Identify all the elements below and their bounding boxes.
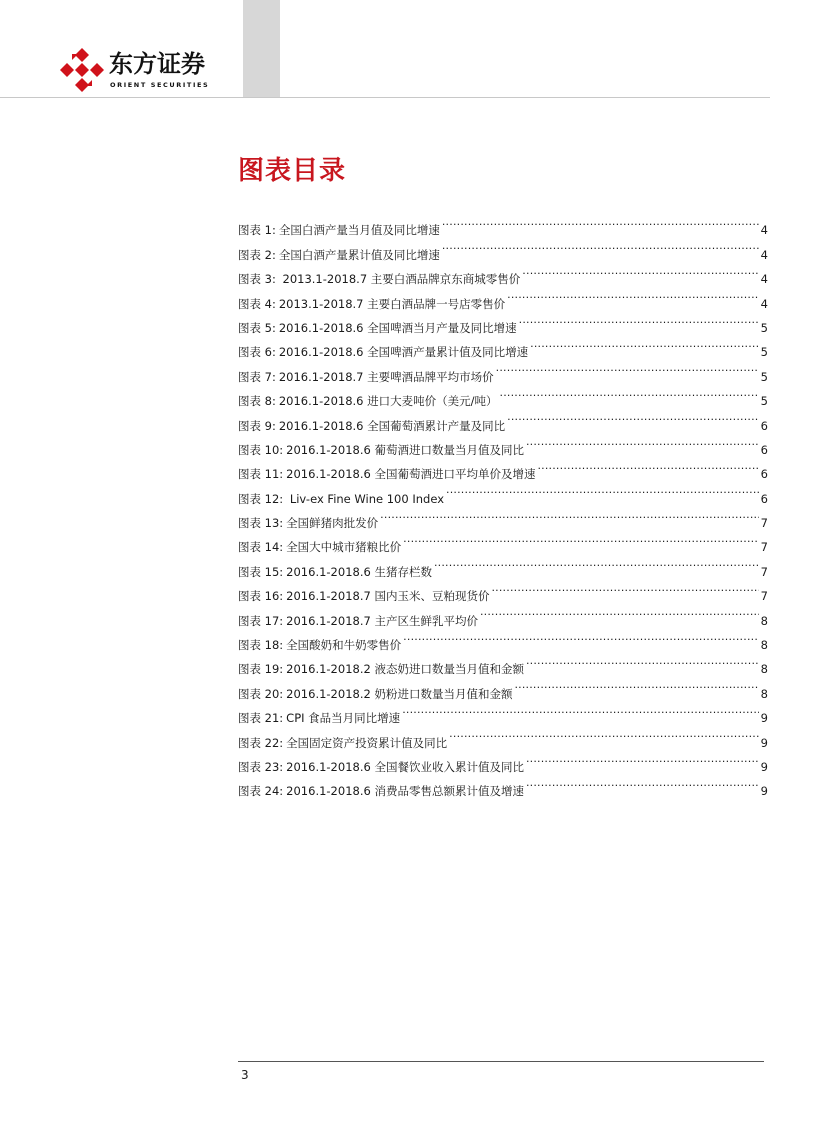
toc-leader-dots (480, 600, 759, 624)
toc-entry-page: 9 (760, 735, 768, 750)
toc-entry-page: 5 (760, 369, 768, 384)
toc-entry-title: 2016.1-2018.6 进口大麦吨价（美元/吨） (278, 394, 498, 409)
toc-entry-title: 2016.1-2018.7 国内玉米、豆粕现货价 (286, 589, 490, 604)
toc-leader-dots (434, 551, 759, 575)
page-number: 3 (241, 1068, 249, 1082)
toc-leader-dots (537, 454, 758, 478)
toc-entry-page: 9 (760, 759, 768, 774)
toc-entry-title: 2016.1-2018.6 全国啤酒产量累计值及同比增速 (278, 345, 529, 360)
toc-entry-title: 2016.1-2018.7 主要啤酒品牌平均市场价 (278, 369, 494, 384)
toc-entry-label: 图表 2: (238, 247, 276, 262)
toc-entry-page: 4 (760, 223, 768, 238)
toc-entry-page: 9 (760, 711, 768, 726)
toc-entry-title: 全国大中城市猪粮比价 (286, 540, 402, 555)
toc-entry-page: 4 (760, 247, 768, 262)
toc-entry-title: 2013.1-2018.7 主要白酒品牌京东商城零售价 (278, 272, 521, 287)
toc-leader-dots (507, 283, 759, 307)
page-title: 图表目录 (238, 156, 347, 186)
toc-entry-page: 8 (760, 686, 768, 701)
toc-entry-title: 2016.1-2018.6 生猪存栏数 (286, 564, 432, 579)
toc-entry-title: 2016.1-2018.6 全国餐饮业收入累计值及同比 (286, 759, 524, 774)
toc-leader-dots (519, 308, 759, 332)
toc-leader-dots (442, 210, 759, 234)
toc-entry-label: 图表 16: (238, 589, 284, 604)
toc-entry-title: 全国固定资产投资累计值及同比 (286, 735, 448, 750)
toc-entry-page: 7 (760, 516, 768, 531)
toc-entry-title: 2016.1-2018.2 奶粉进口数量当月值和金额 (286, 686, 513, 701)
toc-entry-label: 图表 10: (238, 442, 284, 457)
logo-english-name: ORIENT SECURITIES (110, 81, 210, 89)
toc-entry-page: 8 (760, 613, 768, 628)
toc-leader-dots (507, 405, 759, 429)
toc-entry-page: 8 (760, 638, 768, 653)
toc-leader-dots (530, 332, 759, 356)
toc-leader-dots (496, 356, 759, 380)
toc-entry-label: 图表 6: (238, 345, 276, 360)
toc-entry-page: 7 (760, 589, 768, 604)
toc-entry-page: 6 (760, 418, 768, 433)
toc-entry-label: 图表 17: (238, 613, 284, 628)
header-accent-bar (243, 0, 280, 97)
toc-entry-label: 图表 20: (238, 686, 284, 701)
toc-leader-dots (526, 430, 759, 454)
toc-entry-label: 图表 8: (238, 394, 276, 409)
toc-entry-label: 图表 13: (238, 516, 284, 531)
toc-entry-title: 2016.1-2018.6 葡萄酒进口数量当月值及同比 (286, 442, 524, 457)
toc-leader-dots (402, 698, 758, 722)
toc-leader-dots (442, 234, 759, 258)
toc-entry-page: 8 (760, 662, 768, 677)
toc-entry[interactable] (238, 210, 768, 238)
toc-entry-label: 图表 1: (238, 223, 276, 238)
orient-logo-icon (58, 46, 106, 94)
toc-entry-page: 6 (760, 491, 768, 506)
toc-entry-title: Liv-ex Fine Wine 100 Index (286, 491, 444, 506)
toc-entry-title: 全国鲜猪肉批发价 (286, 516, 379, 531)
toc-leader-dots (526, 771, 759, 795)
toc-entry-label: 图表 9: (238, 418, 276, 433)
toc-entry-label: 图表 21: (238, 711, 284, 726)
toc-entry-title: 2016.1-2018.6 消费品零售总额累计值及增速 (286, 784, 524, 799)
toc-entry-label: 图表 24: (238, 784, 284, 799)
header-divider (0, 97, 770, 98)
toc-entry-title: CPI 食品当月同比增速 (286, 711, 401, 726)
toc-entry-label: 图表 18: (238, 638, 284, 653)
toc-entry-page: 4 (760, 272, 768, 287)
toc-leader-dots (526, 649, 759, 673)
toc-entry-page: 7 (760, 540, 768, 555)
toc-entry-page: 9 (760, 784, 768, 799)
toc-leader-dots (403, 527, 759, 551)
toc-entry-label: 图表 15: (238, 564, 284, 579)
toc-entry-label: 图表 5: (238, 320, 276, 335)
logo-chinese-name: 东方证券 (109, 50, 205, 78)
toc-leader-dots (526, 747, 759, 771)
toc-entry-title: 2016.1-2018.7 主产区生鲜乳平均价 (286, 613, 478, 628)
toc-entry-label: 图表 3: (238, 272, 276, 287)
toc-entry-page: 4 (760, 296, 768, 311)
toc-entry-title: 2016.1-2018.6 全国葡萄酒累计产量及同比 (278, 418, 506, 433)
toc-leader-dots (491, 576, 758, 600)
toc-entry-title: 2013.1-2018.7 主要白酒品牌一号店零售价 (278, 296, 506, 311)
toc-entry-label: 图表 14: (238, 540, 284, 555)
toc-leader-dots (522, 259, 758, 283)
toc-entry-label: 图表 7: (238, 369, 276, 384)
toc-entry-page: 6 (760, 467, 768, 482)
toc-entry-page: 5 (760, 345, 768, 360)
toc-entry-page: 7 (760, 564, 768, 579)
toc-leader-dots (514, 673, 758, 697)
toc-entry-page: 5 (760, 394, 768, 409)
toc-entry-title: 2016.1-2018.6 全国啤酒当月产量及同比增速 (278, 320, 517, 335)
footer-divider (238, 1061, 764, 1062)
toc-entry-label: 图表 12: (238, 491, 284, 506)
toc-leader-dots (446, 478, 759, 502)
toc-entry-page: 6 (760, 442, 768, 457)
toc-entry-title: 全国酸奶和牛奶零售价 (286, 638, 402, 653)
toc-leader-dots (380, 503, 759, 527)
toc-entry-title: 2016.1-2018.6 全国葡萄酒进口平均单价及增速 (286, 467, 536, 482)
toc-leader-dots (403, 625, 759, 649)
table-of-figures (238, 210, 768, 799)
orient-securities-logo (58, 46, 228, 96)
toc-entry-title: 2016.1-2018.2 液态奶进口数量当月值和金额 (286, 662, 524, 677)
toc-entry-label: 图表 11: (238, 467, 284, 482)
toc-entry-label: 图表 4: (238, 296, 276, 311)
toc-entry-title: 全国白酒产量累计值及同比增速 (278, 247, 440, 262)
toc-entry-page: 5 (760, 320, 768, 335)
toc-entry-label: 图表 23: (238, 759, 284, 774)
toc-entry-title: 全国白酒产量当月值及同比增速 (278, 223, 440, 238)
toc-entry-label: 图表 19: (238, 662, 284, 677)
toc-leader-dots (449, 722, 759, 746)
toc-leader-dots (500, 381, 759, 405)
toc-entry-label: 图表 22: (238, 735, 284, 750)
